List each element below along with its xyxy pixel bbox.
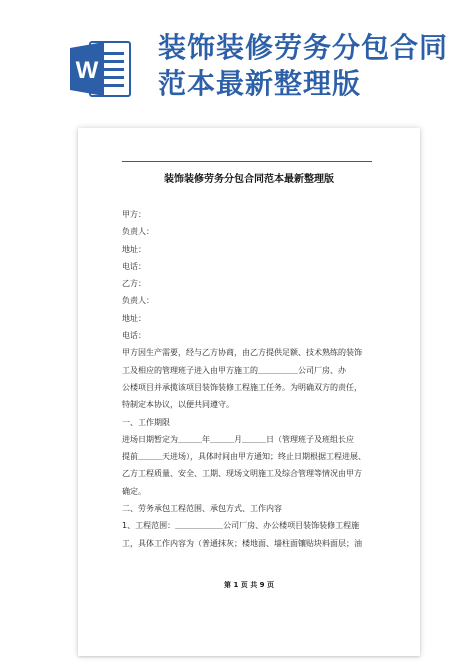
section-heading: 二、劳务承包工程范围、承包方式、工作内容 [122,504,282,514]
page-title-line-2: 范本最新整理版 [158,67,362,100]
page-title [158,30,468,102]
party-b-contact-line: 负责人： [122,296,154,306]
paragraph-line: 提前＿＿＿天进场），具体时间由甲方通知；终止日期根据工程进展、 [122,452,366,462]
party-a-address-line: 地址： [122,244,146,254]
paragraph-line: 工及相应的管理班子进入由甲方施工的＿＿＿＿＿公司厂房、办 [122,365,346,375]
paragraph-line: 1、工程范围：＿＿＿＿＿＿公司厂房、办公楼项目装饰装修工程施 [122,521,360,531]
paragraph-line: 乙方工程质量、安全、工期、现场文明施工及综合管理等情况由甲方 [122,469,362,479]
paragraph-line: 特制定本协议，以便共同遵守。 [122,400,234,410]
paragraph-line: 确定。 [122,486,146,496]
party-b-address-line: 地址： [122,313,146,323]
word-icon-letter: W [75,57,99,84]
section-heading: 一、工作期限 [122,417,170,427]
page-title-line-1: 装饰装修劳务分包合同 [158,31,449,64]
document-title: 装饰装修劳务分包合同范本最新整理版 [164,174,334,185]
paragraph-line: 进场日期暂定为＿＿＿年＿＿＿月＿＿＿日（管理班子及班组长应 [122,434,354,444]
party-a-phone-line: 电话： [122,261,146,271]
party-b-phone-line: 电话： [122,331,146,341]
document-body [122,206,387,552]
document-page [78,128,420,656]
page-number: 第 1 页 共 9 页 [224,581,274,589]
party-a-line: 甲方： [122,210,146,219]
party-a-contact-line: 负责人： [122,227,154,237]
word-document-icon [68,38,134,100]
party-b-line: 乙方： [122,279,146,289]
paragraph-line: 甲方因生产需要，经与乙方协商，由乙方提供足额、技术熟练的装饰 [122,348,362,358]
header-rule [122,161,372,162]
paragraph-line: 公楼项目并承揽该项目装饰装修工程施工任务。为明确双方的责任， [122,382,362,392]
paragraph-line: 工，具体工作内容为（普通抹灰；楼地面、墙柱面镶贴块料面层；油 [122,538,362,548]
